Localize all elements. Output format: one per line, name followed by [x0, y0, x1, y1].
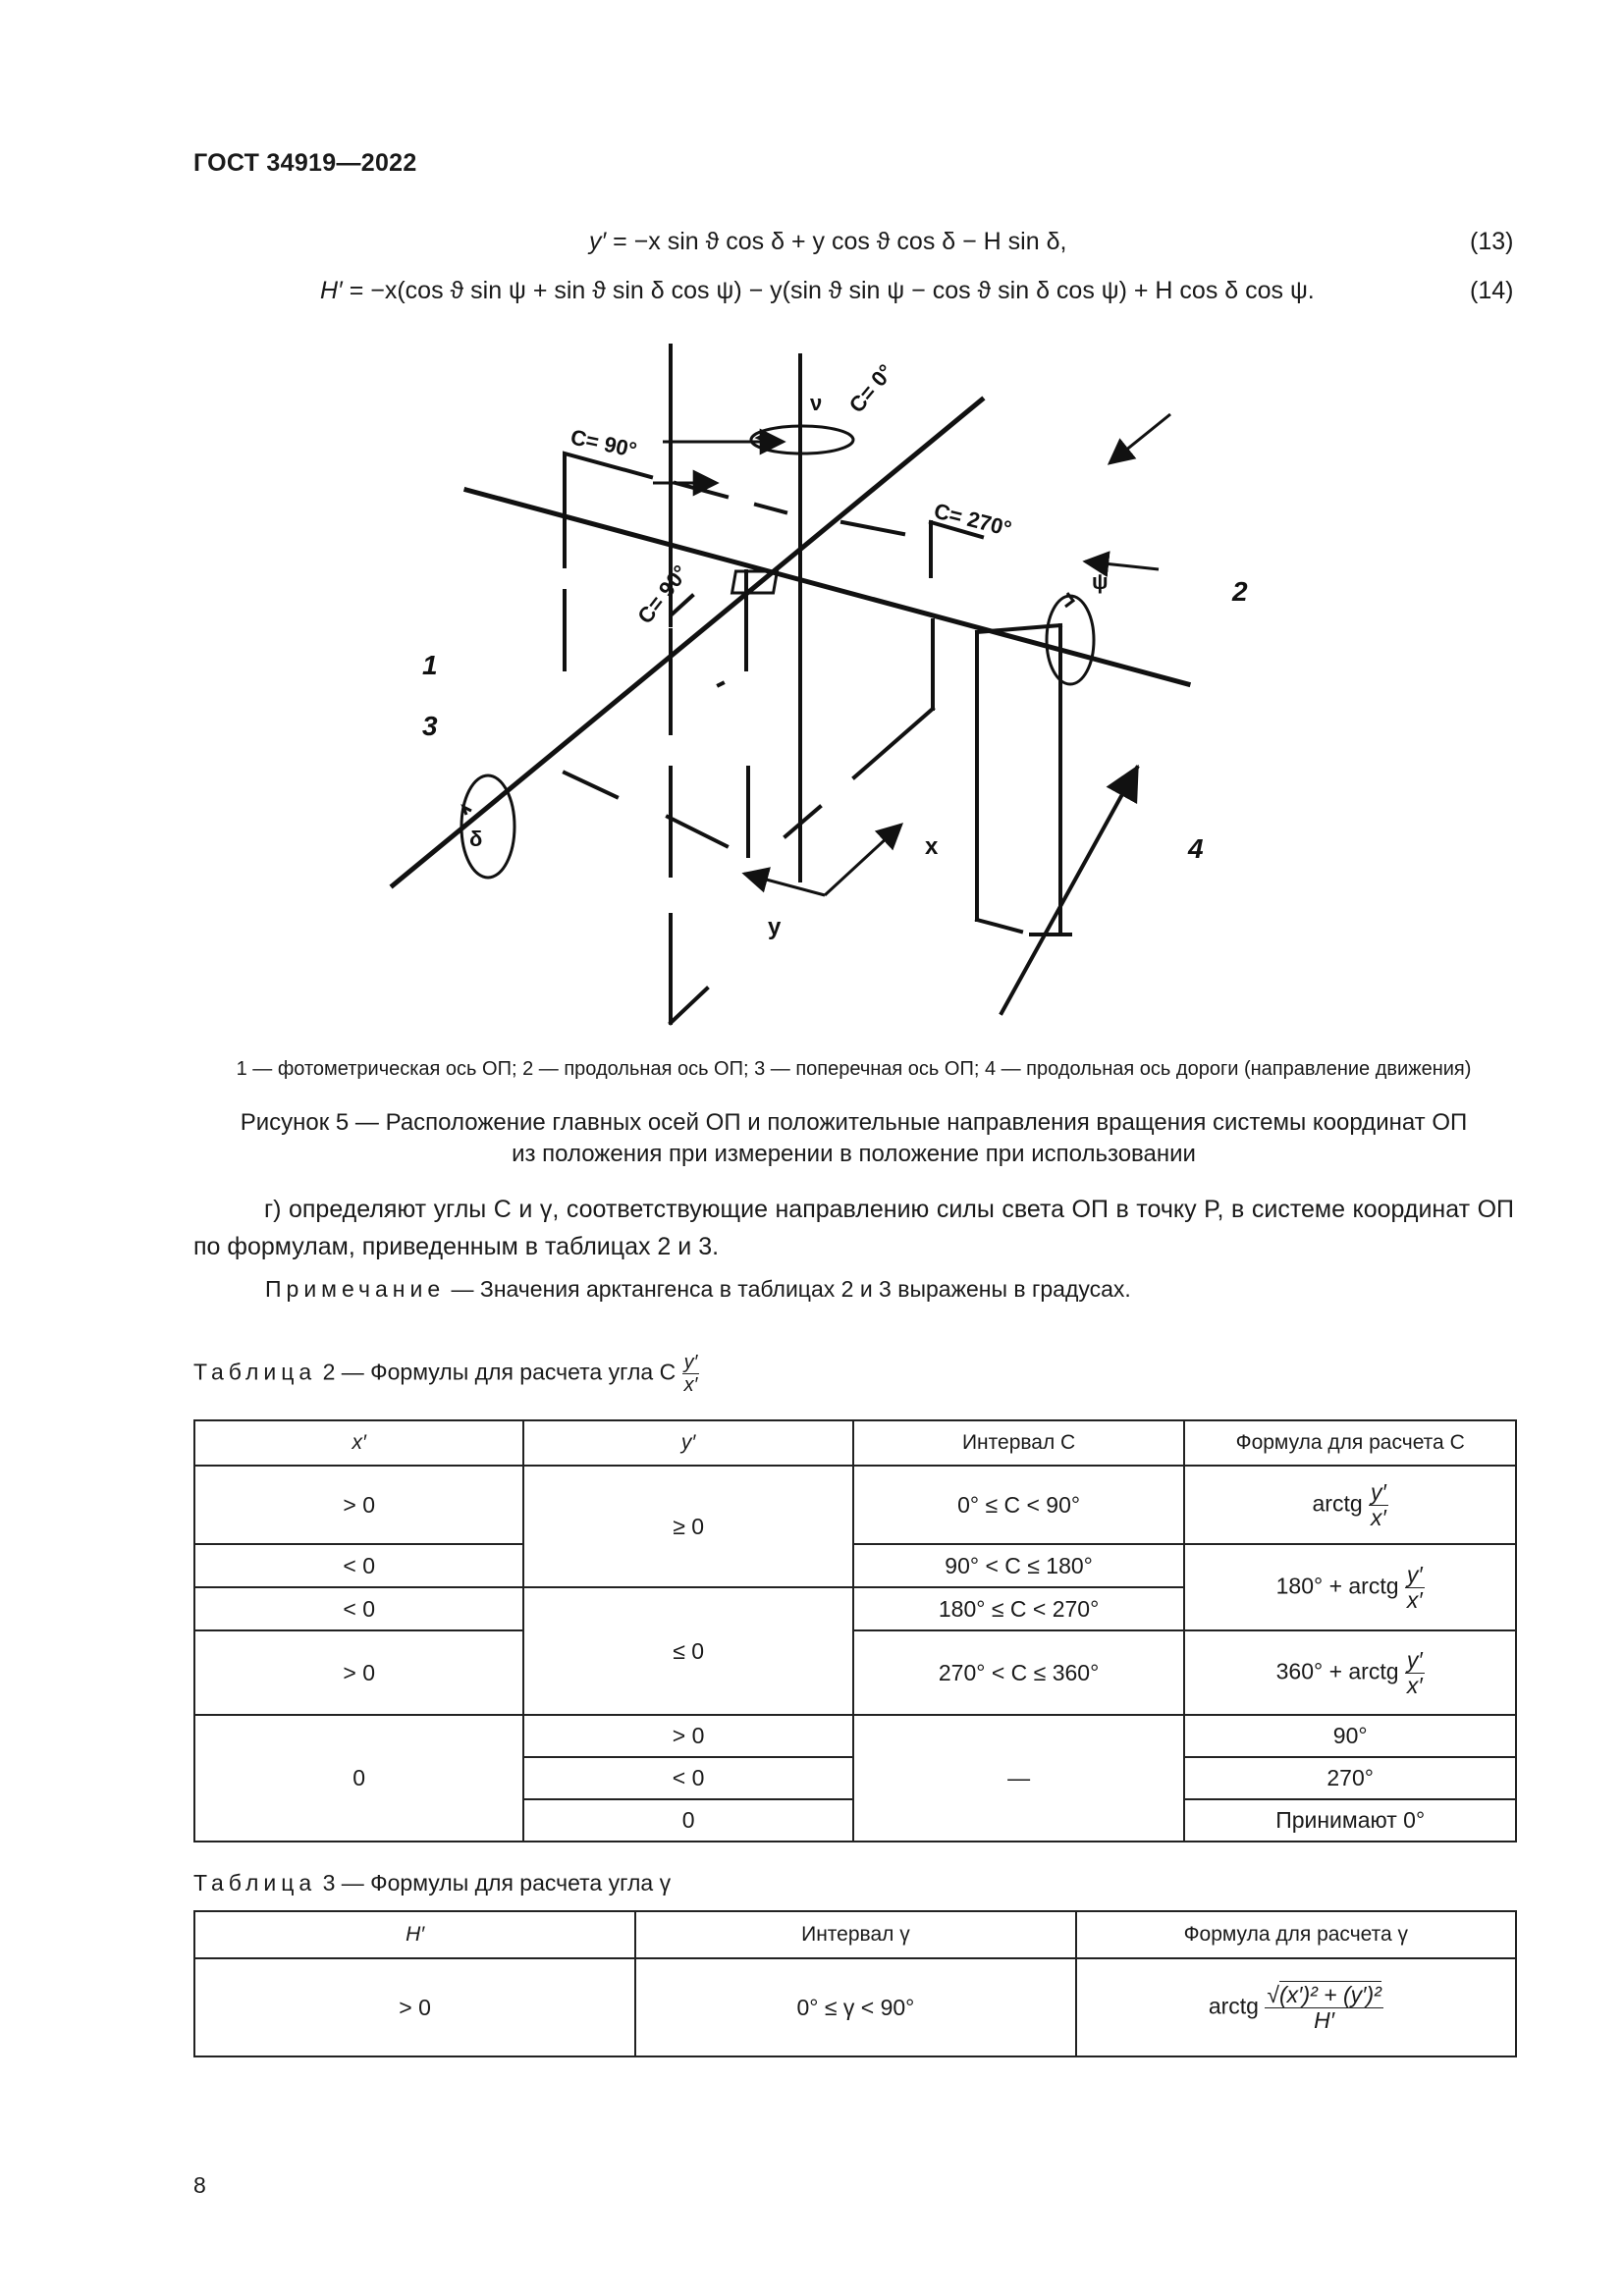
table-cell: > 0 [194, 1630, 523, 1715]
table-cell: 0 [523, 1799, 852, 1842]
header-cell: Интервал γ [635, 1911, 1075, 1958]
table-cell [1184, 1630, 1516, 1715]
formula-13-lhs: y′ [589, 228, 607, 255]
table-row [194, 1630, 1516, 1715]
label-nu: ν [810, 391, 823, 415]
table-cell: < 0 [194, 1587, 523, 1630]
leader-4 [1085, 561, 1159, 569]
fraction-denominator: x′ [683, 1374, 698, 1396]
formula-14-rhs: = −x(cos ϑ sin ψ + sin ϑ sin δ cos ψ) − y(sin ϑ sin ψ − cos ϑ sin δ cos ψ) + H cos δ cos ψ. [349, 277, 1315, 304]
table-cell: ≤ 0 [523, 1587, 852, 1715]
table-cell: Принимают 0° [1184, 1799, 1516, 1842]
label-c0: C= 0° [843, 359, 898, 418]
table-row [194, 1466, 1516, 1544]
header-cell: y′ [523, 1420, 852, 1466]
table-cell: > 0 [194, 1958, 635, 2056]
label-c90-top: C= 90° [568, 424, 639, 463]
road-axis [1001, 768, 1137, 1013]
table3 [193, 1910, 1517, 2057]
formula-prefix: 360° + arctg [1275, 1658, 1399, 1684]
table-row [194, 1911, 1516, 1958]
body-paragraph: г) определяют углы C и γ, соответствующие направлению силы света ОП в точку P, в системе координат ОП по формулам, приведенным в таблицах 2 и 3. [193, 1196, 1514, 1260]
table2-title-fraction [682, 1353, 700, 1395]
table2-title-text: 2 — Формулы для расчета угла C [322, 1359, 677, 1385]
label-2: 2 [1232, 576, 1248, 607]
header-cell: x′ [194, 1420, 523, 1466]
table-cell: 0° ≤ γ < 90° [635, 1958, 1075, 2056]
table-cell: 90° [1184, 1715, 1516, 1757]
label-x: x [925, 833, 939, 860]
formula-13-rhs: = −x sin ϑ cos δ + y cos ϑ cos δ − H sin δ, [613, 228, 1067, 255]
formula-14-lhs: H′ [320, 277, 343, 304]
coord-x-axis [825, 825, 901, 895]
table-row [194, 1420, 1516, 1466]
formula-prefix: arctg [1208, 1993, 1259, 2019]
table-cell: < 0 [194, 1544, 523, 1587]
table-row [194, 1958, 1516, 2056]
formula-prefix: arctg [1312, 1490, 1363, 1517]
table-cell [1184, 1466, 1516, 1544]
note-text: — Значения арктангенса в таблицах 2 и 3 выражены в градусах. [445, 1276, 1131, 1302]
table2-title [193, 1353, 699, 1395]
formula-14 [320, 277, 1315, 305]
header-cell: Формула для расчета γ [1076, 1911, 1516, 1958]
table-cell: ≥ 0 [523, 1466, 852, 1587]
transverse-axis [393, 400, 982, 885]
page-number: 8 [193, 2172, 206, 2198]
table-cell: > 0 [194, 1466, 523, 1544]
table-cell: < 0 [523, 1757, 852, 1799]
label-y: y [768, 914, 782, 940]
table-cell: 90° < C ≤ 180° [853, 1544, 1185, 1587]
table-row [194, 1544, 1516, 1587]
table3-title-text: 3 — Формулы для расчета угла γ [322, 1870, 672, 1896]
table-cell: 270° < C ≤ 360° [853, 1630, 1185, 1715]
header-cell: Интервал C [853, 1420, 1185, 1466]
table-cell: — [853, 1715, 1185, 1842]
figure-caption-line1: Рисунок 5 — Расположение главных осей ОП и положительные направления вращения системы координат ОП [240, 1109, 1468, 1136]
table-cell: 0 [194, 1715, 523, 1842]
note [265, 1276, 1131, 1303]
formula-prefix: 180° + arctg [1275, 1573, 1399, 1599]
formula-fraction [1265, 1981, 1382, 2033]
figure-axes-diagram [422, 346, 1248, 1038]
document-header: ГОСТ 34919—2022 [193, 149, 417, 177]
table-cell: 180° ≤ C < 270° [853, 1587, 1185, 1630]
table2 [193, 1419, 1517, 1842]
table-cell: > 0 [523, 1715, 852, 1757]
formula-fraction: $\frac{y'}{x'}$ [1406, 1561, 1423, 1613]
table-cell [1076, 1958, 1516, 2056]
formula-13 [589, 228, 1066, 256]
label-3: 3 [422, 711, 438, 741]
longitudinal-axis [466, 490, 1188, 684]
table-row [194, 1715, 1516, 1757]
plane-c90-top [565, 454, 651, 566]
table-cell: 0° ≤ C < 90° [853, 1466, 1185, 1544]
coord-y-axis [744, 874, 825, 895]
label-c270: C= 270° [931, 498, 1014, 542]
table2-label: Таблица [193, 1359, 317, 1385]
figure-caption-line2: из положения при измерении в положение при использовании [512, 1141, 1196, 1167]
label-psi: ψ [1092, 569, 1109, 594]
label-4: 4 [1188, 833, 1204, 864]
sqrt-numerator: √(x′)² + (y′)² [1267, 1981, 1381, 2007]
formula-fraction: $\frac{y'}{x'}$ [1406, 1646, 1423, 1698]
plane-c270 [719, 683, 723, 685]
formula-fraction: $\frac{y'}{x'}$ [1371, 1478, 1386, 1530]
header-cell: H′ [194, 1911, 635, 1958]
formula-14-number: (14) [1470, 277, 1514, 304]
note-label: Примечание [265, 1276, 446, 1302]
leader-2 [1110, 414, 1170, 463]
rotation-psi [1047, 596, 1094, 684]
label-c90-mid: C= 90° [632, 561, 693, 629]
table3-label: Таблица [193, 1870, 317, 1896]
fraction-denominator: H′ [1314, 2006, 1335, 2033]
header-cell: Формула для расчета C [1184, 1420, 1516, 1466]
label-1: 1 [422, 650, 438, 680]
table3-title [193, 1870, 671, 1896]
label-delta: δ [469, 827, 483, 851]
figure-legend: 1 — фотометрическая ось ОП; 2 — продольная ось ОП; 3 — поперечная ось ОП; 4 — продольная ось дороги (направление движения) [236, 1058, 1472, 1080]
table-cell [1184, 1544, 1516, 1630]
figure-caption [193, 1107, 1514, 1170]
table-cell: 270° [1184, 1757, 1516, 1799]
fraction-numerator: y′ [683, 1352, 698, 1373]
formula-13-number: (13) [1470, 228, 1514, 255]
